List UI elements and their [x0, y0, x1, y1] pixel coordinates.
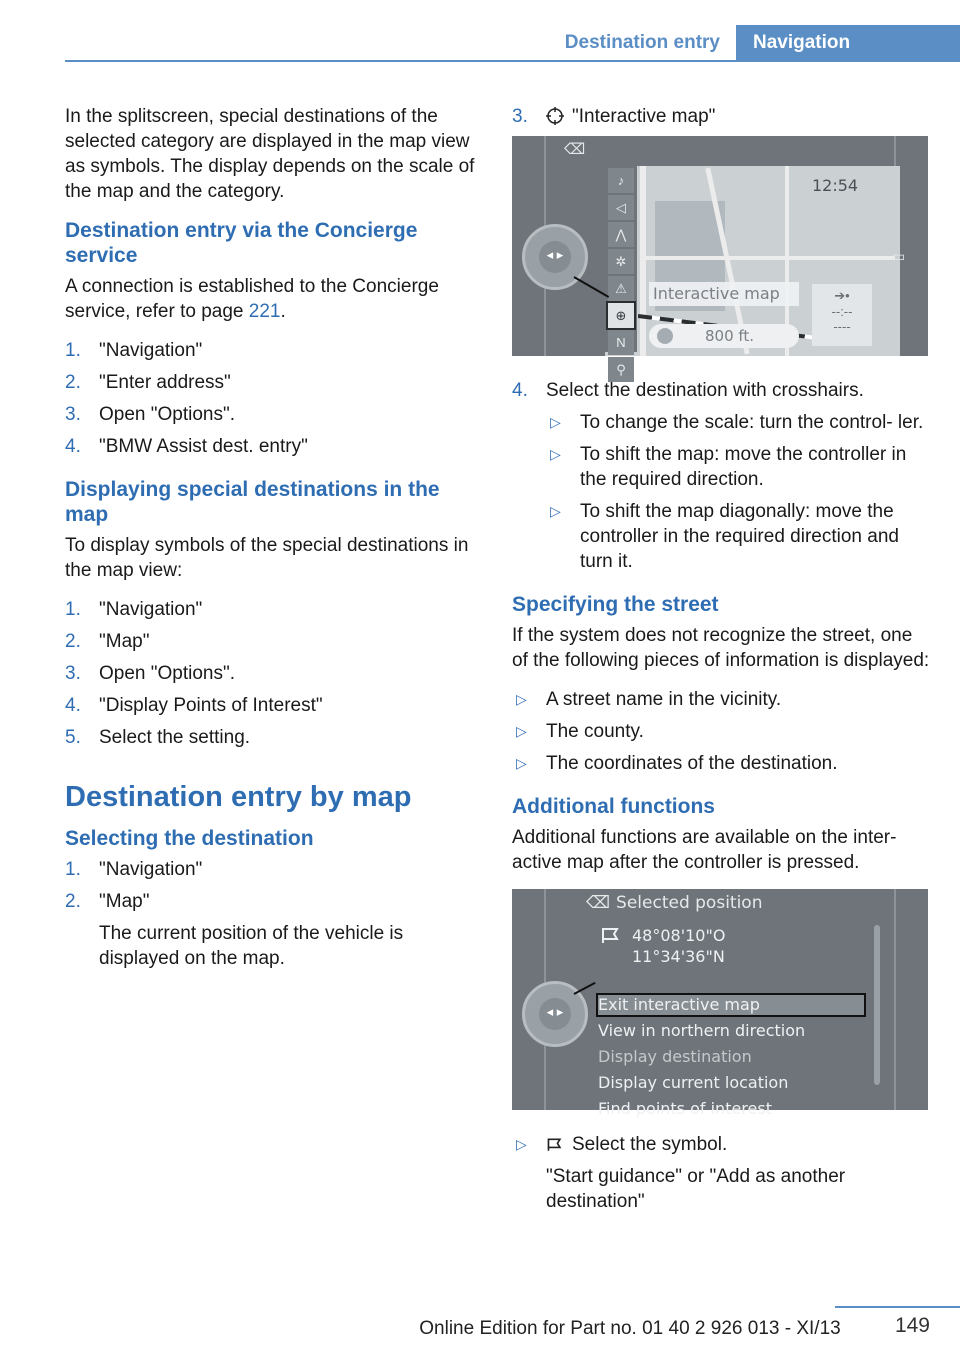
header-section-title: Destination entry: [564, 32, 720, 53]
screen-option-icon: ▭: [892, 248, 906, 264]
list-item: 4. Select the destination with crosshairs. ▷ To change the scale: turn the control- ler. ▷ To shift the map: move the controller in the required direction. ▷ To shift the map diagonally: move the controller in the required direction and turn it.: [512, 378, 930, 574]
zoom-icon[interactable]: ⚲: [608, 357, 634, 382]
list-item: ▷ Select the symbol. "Start guidance" or "Add as another destination": [512, 1132, 930, 1214]
list-item: 2. "Map": [65, 631, 150, 652]
map-sidebar: [605, 166, 637, 377]
list-item: 2. "Map" The current position of the vehicle is displayed on the map.: [65, 889, 483, 971]
street-paragraph: If the system does not recognize the street, one of the following pieces of information is displayed:: [512, 625, 930, 671]
menu-title: ⌫ Selected position: [586, 893, 763, 913]
screen-bezel-right: [894, 889, 920, 1110]
scale-dot: [657, 328, 673, 344]
concierge-paragraph: A connection is established to the Concierge service, refer to page 221.: [65, 276, 439, 322]
by-map-steps: [65, 857, 483, 971]
destination-flag-icon: [546, 1137, 564, 1153]
map-clock: 12:54: [812, 176, 859, 195]
poi-steps: [65, 597, 483, 750]
list-item: ▷ To shift the map diagonally: move the controller in the required direction and turn it.: [550, 501, 899, 572]
callout-line: [574, 276, 610, 298]
menu-item-exit-interactive-map[interactable]: Exit interactive map: [596, 993, 866, 1017]
north-icon[interactable]: N: [608, 330, 634, 355]
guidance-panel: ➔• --:-- ----: [812, 284, 872, 346]
list-item: 3. Open "Options".: [65, 663, 236, 684]
header-chapter-tab: Navigation: [736, 25, 960, 61]
coordinates: 48°08'10"O 11°34'36"N: [600, 925, 725, 967]
page-reference-link[interactable]: 221: [248, 301, 281, 322]
list-item: 3. Open "Options".: [65, 404, 236, 425]
triangle-bullet-icon: ▷: [516, 723, 527, 739]
menu-scrollbar[interactable]: [874, 925, 880, 1085]
map-road: [645, 256, 895, 260]
step-three-list: [512, 104, 930, 129]
warning-icon[interactable]: ⚠: [608, 276, 634, 301]
poi-paragraph: To display symbols of the special destinations in the map view:: [65, 535, 469, 581]
select-destination-heading: Selecting the destination: [65, 827, 314, 850]
menu-item-points-of-interest[interactable]: Find points of interest: [598, 1099, 772, 1118]
intro-paragraph: In the splitscreen, special destinations of the selected category are displayed in the map view as symbols. The display depends on the scale of the map and the category.: [65, 106, 475, 202]
triangle-bullet-icon: ▷: [550, 503, 561, 519]
street-bullets: [512, 687, 930, 776]
crosshair-icon: [546, 107, 564, 125]
menu-back-icon: ⌫: [586, 893, 611, 913]
route-icon[interactable]: ⋀: [608, 222, 634, 247]
settings-icon[interactable]: ✲: [608, 249, 634, 274]
map-road: [640, 166, 646, 356]
triangle-bullet-icon: ▷: [516, 1136, 527, 1152]
map-scale: 800 ft.: [649, 324, 799, 348]
mute-icon[interactable]: ◁: [608, 195, 634, 220]
knob-arrows-icon: ◂ ▸: [546, 247, 564, 262]
final-bullets: [512, 1132, 930, 1214]
step-four-bullets: [546, 410, 930, 574]
left-column: [65, 104, 483, 989]
list-item: ▷ The coordinates of the destination.: [516, 753, 838, 774]
triangle-bullet-icon: ▷: [516, 755, 527, 771]
menu-back-icon: ⌫: [564, 141, 586, 158]
concierge-steps: [65, 338, 483, 459]
menu-item-northern-direction[interactable]: View in northern direction: [598, 1021, 806, 1040]
triangle-bullet-icon: ▷: [516, 691, 527, 707]
street-heading: Specifying the street: [512, 593, 719, 616]
right-column: [512, 104, 930, 1232]
menu-item-current-location[interactable]: Display current location: [598, 1073, 789, 1092]
bullet-continuation: "Start guidance" or "Add as another destination": [546, 1166, 846, 1212]
footer-edition-text: Online Edition for Part no. 01 40 2 926 013 - XI/13: [419, 1318, 841, 1339]
menu-area: [586, 917, 876, 1118]
menu-item-display-destination[interactable]: Display destination: [598, 1047, 752, 1066]
triangle-bullet-icon: ▷: [550, 446, 561, 462]
list-item: ▷ A street name in the vicinity.: [516, 689, 782, 710]
by-map-heading: Destination entry by map: [65, 781, 412, 813]
concierge-heading: Destination entry via the Concierge service: [65, 219, 418, 267]
list-item: ▷ The county.: [516, 721, 644, 742]
footer-rule: [835, 1306, 960, 1308]
header-rule: [65, 60, 960, 62]
page-number: 149: [894, 1314, 930, 1337]
list-item: 4. "BMW Assist dest. entry": [65, 436, 308, 457]
list-item: 1. "Navigation": [65, 859, 203, 880]
crosshair-icon[interactable]: ⊕: [608, 303, 634, 328]
list-item: 5. Select the setting.: [65, 727, 251, 748]
sound-icon[interactable]: ♪: [608, 168, 634, 193]
list-item: 4. "Display Points of Interest": [65, 695, 323, 716]
destination-flag-icon: [600, 927, 622, 945]
list-item: 1. "Navigation": [65, 340, 203, 361]
triangle-bullet-icon: ▷: [550, 414, 561, 430]
interactive-map-label: Interactive map: [649, 282, 799, 306]
selected-position-screenshot: [512, 889, 928, 1118]
step-continuation: The current position of the vehicle is displayed on the map.: [99, 923, 404, 969]
step-four-list: [512, 378, 930, 574]
list-item: 3. "Interactive map": [512, 106, 716, 127]
additional-functions-paragraph: Additional functions are available on the inter- active map after the controller is pressed.: [512, 827, 897, 873]
list-item: ▷ To change the scale: turn the control- ler.: [550, 412, 924, 433]
knob-arrows-icon: ◂ ▸: [546, 1004, 564, 1019]
additional-functions-heading: Additional functions: [512, 795, 715, 818]
list-item: ▷ To shift the map: move the controller in the required direction.: [550, 444, 907, 490]
list-item: 1. "Navigation": [65, 599, 203, 620]
poi-heading: Displaying special destinations in the map: [65, 478, 440, 526]
list-item: 2. "Enter address": [65, 372, 231, 393]
interactive-map-screenshot: [512, 136, 928, 377]
